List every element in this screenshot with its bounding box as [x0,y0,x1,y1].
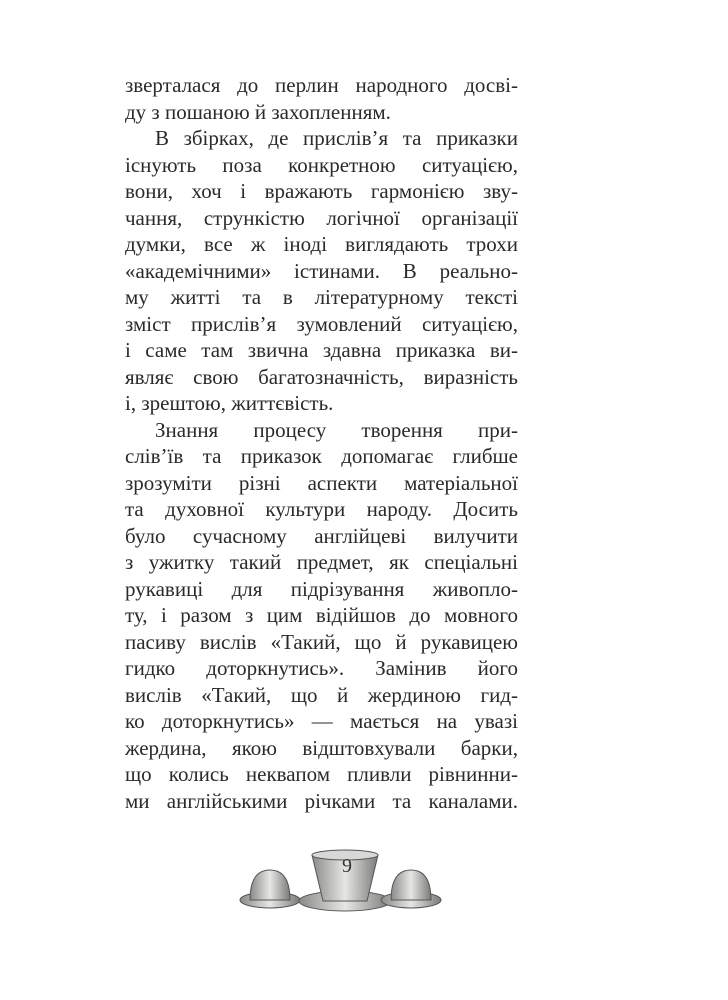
text-line: пасиву вислів «Такий, що й рукавицею [125,629,518,654]
page-number: 9 [342,855,352,877]
text-line: гидко доторкнутись». Замінив його [125,656,518,680]
text-line: ту, і разом з цим відійшов до мовного [125,603,518,627]
text-line: і саме там звична здавна приказка ви- [125,338,518,362]
text-line: чання, стрункістю логічної організації [125,205,518,230]
text-line: ми англійськими річками та каналами. [125,788,518,813]
text-line: та духовної культури народу. Досить [125,497,518,521]
text-line: зверталася до перлин народного досві- [125,73,518,97]
text-line: з ужитку такий предмет, як спеціальні [125,550,518,574]
text-line: «академічними» істинами. В реально- [125,258,518,283]
text-line: зрозуміти різні аспекти матеріальної [125,470,518,495]
text-line: вислів «Такий, що й жердиною гид- [125,682,518,707]
text-line: ду з пошаною й захопленням. [125,99,391,124]
text-line: му житті та в літературному тексті [125,285,518,309]
text-line: думки, все ж іноді виглядають трохи [125,232,518,256]
text-line: слів’їв та приказок допомагає глибше [125,444,518,468]
text-line: являє свою багатозначність, виразність [125,364,518,389]
text-line: що колись неквапом пливли рівнинни- [125,762,518,786]
text-line: існують поза конкретною ситуацією, [125,152,518,177]
text-line: було сучасному англійцеві вилучити [125,523,518,548]
text-line: В збірках, де прислів’я та приказки [155,126,518,150]
page-body-text [125,72,518,814]
text-line: і, зрештою, життєвість. [125,391,334,415]
text-line: жердина, якою відштовхували барки, [125,735,518,760]
text-line: зміст прислів’я зумовлений ситуацією, [125,311,518,336]
text-line: Знання процесу творення при- [155,417,518,442]
text-line: вони, хоч і вражають гармонією зву- [125,179,518,203]
text-line: рукавиці для підрізування живопло- [125,576,518,601]
text-line: ко доторкнутись» — мається на увазі [125,709,518,733]
page-folio-hats [235,845,475,915]
